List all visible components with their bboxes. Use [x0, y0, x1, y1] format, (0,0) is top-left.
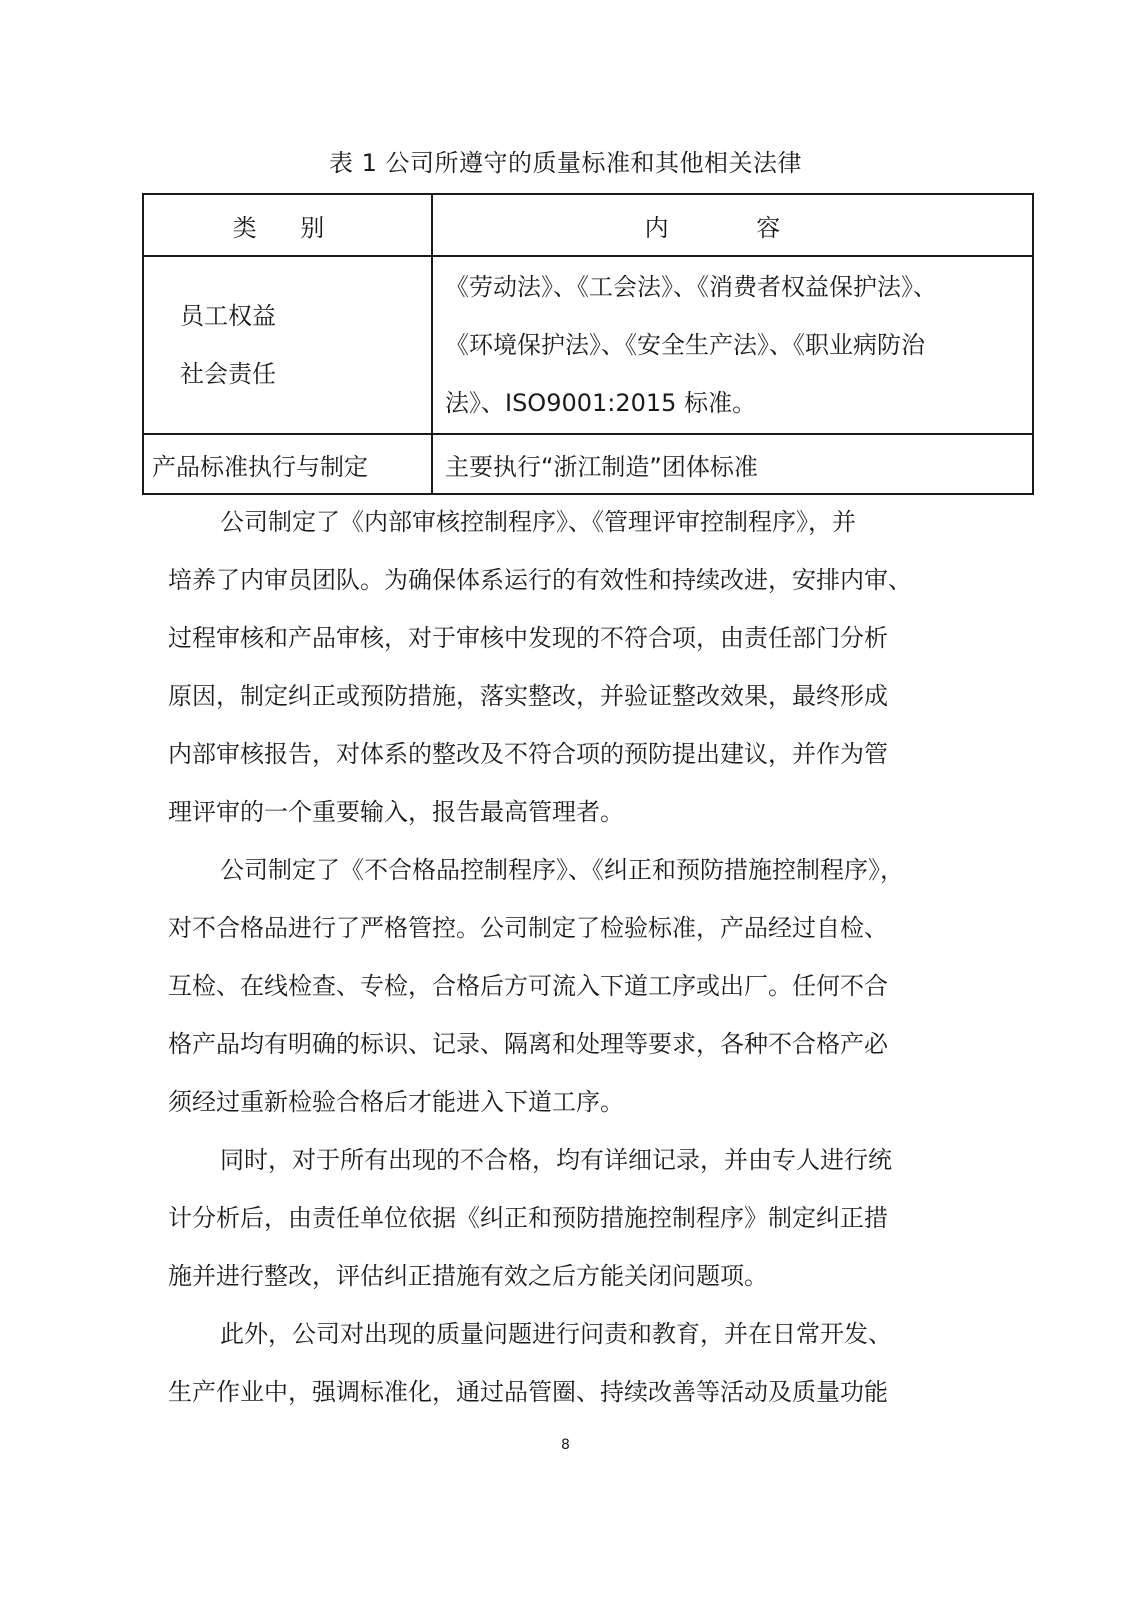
table-header-row [143, 194, 1033, 256]
paragraph [168, 841, 946, 1131]
table-cell-content [432, 256, 1033, 434]
table-cell-category: 产品标准执行与制定 [143, 434, 432, 494]
paragraph-line: 同时，对于所有出现的不合格，均有详细记录，并由专人进行统 [220, 1146, 892, 1174]
header-category: 类 别 [143, 194, 432, 256]
paragraph-line: 公司制定了《不合格品控制程序》、《纠正和预防措施控制程序》， [220, 856, 904, 884]
paragraph [168, 1131, 946, 1305]
paragraph-line: 格产品均有明确的标识、记录、隔离和处理等要求，各种不合格产必 [168, 1030, 888, 1058]
table-row [143, 434, 1033, 494]
body-text [168, 493, 946, 1421]
table-cell-content: 主要执行“浙江制造”团体标准 [432, 434, 1033, 494]
paragraph-line: 内部审核报告，对体系的整改及不符合项的预防提出建议，并作为管 [168, 740, 888, 768]
content-line: 法》、ISO9001:2015 标准。 [445, 389, 757, 417]
table-cell-category [143, 256, 432, 434]
standards-table [142, 193, 1034, 495]
paragraph [168, 493, 946, 841]
paragraph-line: 过程审核和产品审核，对于审核中发现的不符合项，由责任部门分析 [168, 624, 888, 652]
header-content: 内 容 [432, 194, 1033, 256]
content-line: 《环境保护法》、《安全生产法》、《职业病防治 [445, 331, 925, 359]
table-row [143, 256, 1033, 434]
paragraph-line: 生产作业中，强调标准化，通过品管圈、持续改善等活动及质量功能 [168, 1378, 888, 1406]
paragraph-line: 施并进行整改，评估纠正措施有效之后方能关闭问题项。 [168, 1262, 768, 1290]
content-line: 《劳动法》、《工会法》、《消费者权益保护法》、 [445, 273, 937, 301]
paragraph-line: 公司制定了《内部审核控制程序》、《管理评审控制程序》，并 [220, 508, 856, 536]
paragraph-line: 理评审的一个重要输入，报告最高管理者。 [168, 798, 624, 826]
page-number: 8 [561, 1437, 570, 1453]
paragraph [168, 1305, 946, 1421]
paragraph-line: 对不合格品进行了严格管控。公司制定了检验标准，产品经过自检、 [168, 914, 888, 942]
paragraph-line: 计分析后，由责任单位依据《纠正和预防措施控制程序》制定纠正措 [168, 1204, 888, 1232]
table-caption: 表 1 公司所遵守的质量标准和其他相关法律 [328, 149, 803, 177]
paragraph-line: 互检、在线检查、专检，合格后方可流入下道工序或出厂。任何不合 [168, 972, 888, 1000]
paragraph-line: 须经过重新检验合格后才能进入下道工序。 [168, 1088, 624, 1116]
paragraph-line: 培养了内审员团队。为确保体系运行的有效性和持续改进，安排内审、 [168, 566, 912, 594]
paragraph-line: 此外，公司对出现的质量问题进行问责和教育，并在日常开发、 [220, 1320, 892, 1348]
category-line: 社会责任 [180, 360, 276, 388]
category-line: 员工权益 [180, 302, 276, 330]
paragraph-line: 原因，制定纠正或预防措施，落实整改，并验证整改效果，最终形成 [168, 682, 888, 710]
